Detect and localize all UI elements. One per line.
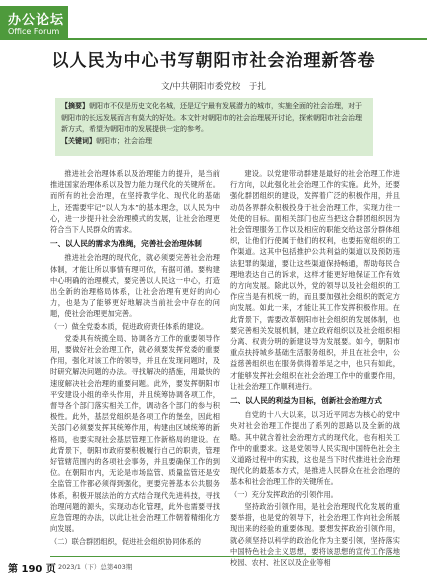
subsection-2-heading: （二）联合群团组织，促进社会组织协同体系的 (50, 536, 201, 546)
right-paragraph-1: 建设。以党建带动群建是最好的社会治理工作进行方向，以此强化社会治理工作的实施。此外，还要强化群团组织的建设，发挥着广泛的积极作用，并且动员各界群众积极投身于社会治理工作，实现力往一处使的目标。面相关部门也应当把这合群团组织因为社会管理服务工作以及相应的职能交给这部分群体组织，让他们行使属于他们的权利，也要拓宽组织的工作渠道。这其中包括推护公共利益的渠道以及预防违法犯罪的渠道，要让这些渠道保持畅通，帮助每民合理地表达自己的诉求，这样才能更好地保证工作有效的方向发展。除此以外，党的领导以及社会组织的工作应当是有机统一的，而且要加强社会组织的既定方向发展。如此一来，才能让其工作发挥积极作用。在此背景下，需要改革朝阳市社会组织的发展体制，也要完善相关发展机制，建立政府组织以及社会组织相分离、权责分明的新建设导为发展要。如今，朝阳市重点扶持城乡基础生活服务组织，并且在社会中，公益慈善组织也在服务供得着举足之中，也只有如此，才能够发挥社会组织在社会治理工作中的重要作用，让社会治理工作顺利进行。 (230, 169, 400, 391)
subsection-1-paragraph: 党委具有统揽全局、协调各方工作的重要领导作用，要做好社会治理工作，就必须要发挥党委的重要作用，强化对该工作的领导，并且在发现问题时，及时研究解决问题的办法。寻找解决的措施，用最快的速度解决社会治理的重要问题。此外，要发挥朝阳市平安建设小组的牵头作用，并且统筹协调各项工作，督导各个部门落实相关工作，调动各个部门的参与积极性。此外，基层党组织是各项工作的堡垒，因此相关部门必须要发挥其统筹作用，构建由区域统筹的新格局，也要实现社会基层管理工作新格局的建设。在此背景下，朝阳市政府要积极履行自己的职责，管理好管辖范围内的各项社会事务，并且要确保工作的到位。在朝阳市内，无论是市场监管、质量监管还是安全监管工作都必须得到强化，更要完善基本公共服务体系，积极开展法治的方式结合现代先进科技，寻找治理问题的源头，实现动态化管理，此外也需要寻找应急管理的办法，以此让社会治理工作朝着精细化方向发展。 (50, 333, 220, 534)
page-footer (0, 556, 427, 574)
page-number: 第 190 页 (8, 564, 56, 575)
author-byline: 文/中共朝阳市委党校 于扎 (161, 82, 266, 92)
subsection-3-heading: （一）充分发挥政治的引领作用。 (230, 489, 338, 499)
section-1-heading: 一、以人民的需求为准绳，完善社会治理体制 (50, 239, 202, 249)
keywords (61, 136, 367, 148)
keywords-text: 朝阳市；社会治理 (96, 136, 152, 145)
abstract-box (55, 98, 373, 156)
left-column (50, 168, 220, 548)
section-1-paragraph: 推进社会治理的现代化，就必须要完善社会治理体制，才能让所以事情有理可依，有据可循。要构建中心明确的治理模式，要完善以人民这一中心，打造出全新的治理格局体系，让社会治理有更好的向心力，也是为了能够更好地解决当前社会中存在的问题，使社会治理更加完善。 (50, 253, 220, 319)
column-header (0, 0, 427, 44)
keywords-label: 【关键词】 (61, 136, 96, 145)
issue-info: 2023/1（下）总第403期 (58, 563, 133, 571)
subsection-1-heading: （一）做全党委本质，促进政府责任体系的建设。 (50, 321, 209, 331)
header-divider (68, 38, 427, 40)
footer-divider (50, 556, 400, 557)
right-paragraph-2: 自党的十八大以来，以习近平同志为核心的党中央对社会治理工作提出了系列的思路以及全新的战略。其中就含着社会治理方式的现代化，也有相关工作中的重要求。这是党领导人民实现中国特色社会主义道路过程中的实践，这也是当下时代推进社会治理现代化的最基本方式，是推进人民群众在社会治理的基本和社会治理工作的关键所在。 (230, 410, 400, 487)
right-paragraph-3: 坚持政治引领作用，是社会治理现代化发展的重要举措，也是党的领导下，社会治理工作向社会所展现出来的经验的重要体现。要想发挥政治引领作用，就必须坚持以科学的政治化作为主要引领，坚持落实中国特色社会主义思想，要将该思想的宣传工作落地校园、农村、社区以及企业等相 (230, 501, 400, 567)
abstract-label: 【摘要】 (61, 102, 89, 110)
abstract (61, 101, 367, 136)
column-name: 办公论坛 (8, 13, 65, 28)
column-tab (0, 6, 68, 40)
article-title: 以人民为中心书写朝阳市社会治理新答卷 (51, 51, 376, 71)
intro-paragraph: 推进社会治理体系以及治理能力的提升，是当前推进国家治理体系以及智力能力现代化的关键所在。而所有的社会治理，在坚持教学化、现代化的基础上，还需要牢记“以人为本”的基本理念，以人民为中心，进一步提升社会治理模式的发展，让社会治理更符合当下人民群众的需求。 (50, 169, 220, 235)
right-column (230, 168, 400, 568)
section-2-heading: 二、以人民的利益为目标，创新社会治理方式 (230, 396, 382, 406)
abstract-text: 朝阳市不仅是历史文化名城，还是辽宁最有发展潜力的城市，实施全面的社会治理，对于朝阳市的长远发展而言有莫大的好处。本文针对朝阳市的社会治理展开讨论，探索朝阳市社会治理新方式，希望为朝阳市的发展提供一定的参考。 (61, 102, 362, 133)
column-name-en: Office Forum (8, 27, 60, 36)
